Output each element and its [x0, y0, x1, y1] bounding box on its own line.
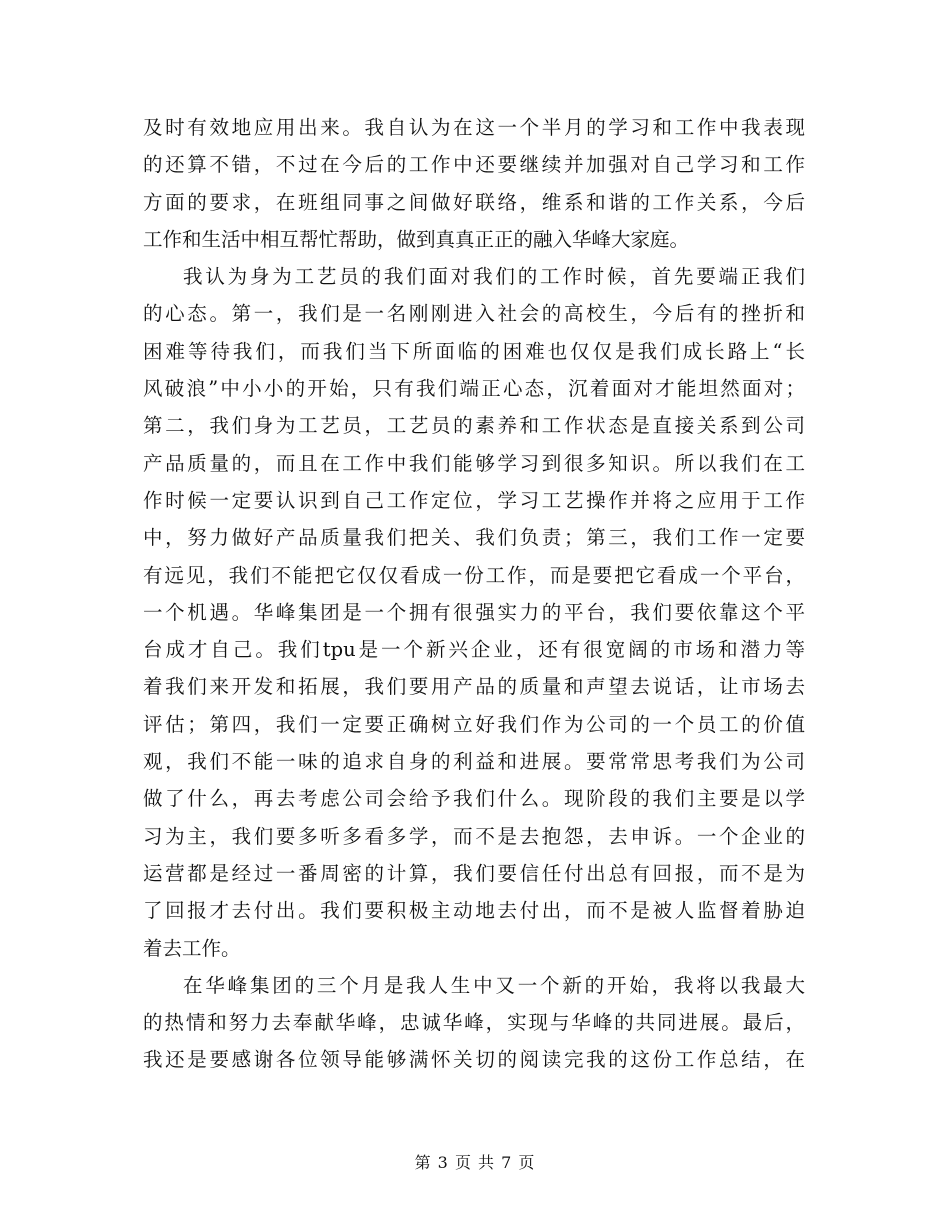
text-line: 困难等待我们，而我们当下所面临的困难也仅仅是我们成长路上“长 [143, 339, 805, 363]
paragraph-first-line: 我认为身为工艺员的我们面对我们的工作时候，首先要端正我们 [183, 265, 805, 289]
text-line: 台成才自己。我们tpu是一个新兴企业，还有很宽阔的市场和潜力等 [143, 638, 805, 662]
text-line: 了回报才去付出。我们要积极主动地去付出，而不是被人监督着胁迫 [143, 899, 805, 923]
text-line: 有远见，我们不能把它仅仅看成一份工作，而是要把它看成一个平台， [143, 563, 805, 587]
text-line: 评估；第四，我们一定要正确树立好我们作为公司的一个员工的价值 [143, 712, 805, 736]
text-line: 中，努力做好产品质量我们把关、我们负责；第三，我们工作一定要 [143, 526, 805, 550]
page-number-footer: 第 3 页 共 7 页 [414, 1153, 536, 1172]
text-line: 及时有效地应用出来。我自认为在这一个半月的学习和工作中我表现 [143, 116, 805, 139]
text-line: 风破浪”中小小的开始，只有我们端正心态，沉着面对才能坦然面对； [143, 377, 805, 401]
text-line: 运营都是经过一番周密的计算，我们要信任付出总有回报，而不是为 [143, 861, 805, 885]
text-line: 我还是要感谢各位领导能够满怀关切的阅读完我的这份工作总结，在 [143, 1048, 805, 1072]
text-line: 一个机遇。华峰集团是一个拥有很强实力的平台，我们要依靠这个平 [143, 600, 805, 624]
text-line: 观，我们不能一味的追求自身的利益和进展。要常常思考我们为公司 [143, 750, 805, 774]
text-line: 方面的要求，在班组同事之间做好联络，维系和谐的工作关系，今后 [143, 190, 805, 214]
text-line: 工作和生活中相互帮忙帮助，做到真真正正的融入华峰大家庭。 [143, 227, 690, 251]
paragraph-first-line: 在华峰集团的三个月是我人生中又一个新的开始，我将以我最大 [183, 973, 805, 997]
text-line: 的还算不错，不过在今后的工作中还要继续并加强对自己学习和工作 [143, 153, 805, 177]
text-line: 的心态。第一，我们是一名刚刚进入社会的高校生，今后有的挫折和 [143, 302, 805, 326]
text-line: 第二，我们身为工艺员，工艺员的素养和工作状态是直接关系到公司 [143, 414, 805, 438]
text-line: 着去工作。 [143, 936, 241, 960]
text-line: 产品质量的，而且在工作中我们能够学习到很多知识。所以我们在工 [143, 451, 805, 475]
text-line: 着我们来开发和拓展，我们要用产品的质量和声望去说话，让市场去 [143, 675, 805, 699]
text-line: 作时候一定要认识到自己工作定位，学习工艺操作并将之应用于工作 [143, 488, 805, 512]
text-line: 习为主，我们要多听多看多学，而不是去抱怨，去申诉。一个企业的 [143, 824, 805, 848]
text-line: 的热情和努力去奉献华峰，忠诚华峰，实现与华峰的共同进展。最后， [143, 1011, 805, 1035]
text-line: 做了什么，再去考虑公司会给予我们什么。现阶段的我们主要是以学 [143, 787, 805, 811]
body-text [143, 109, 805, 1079]
